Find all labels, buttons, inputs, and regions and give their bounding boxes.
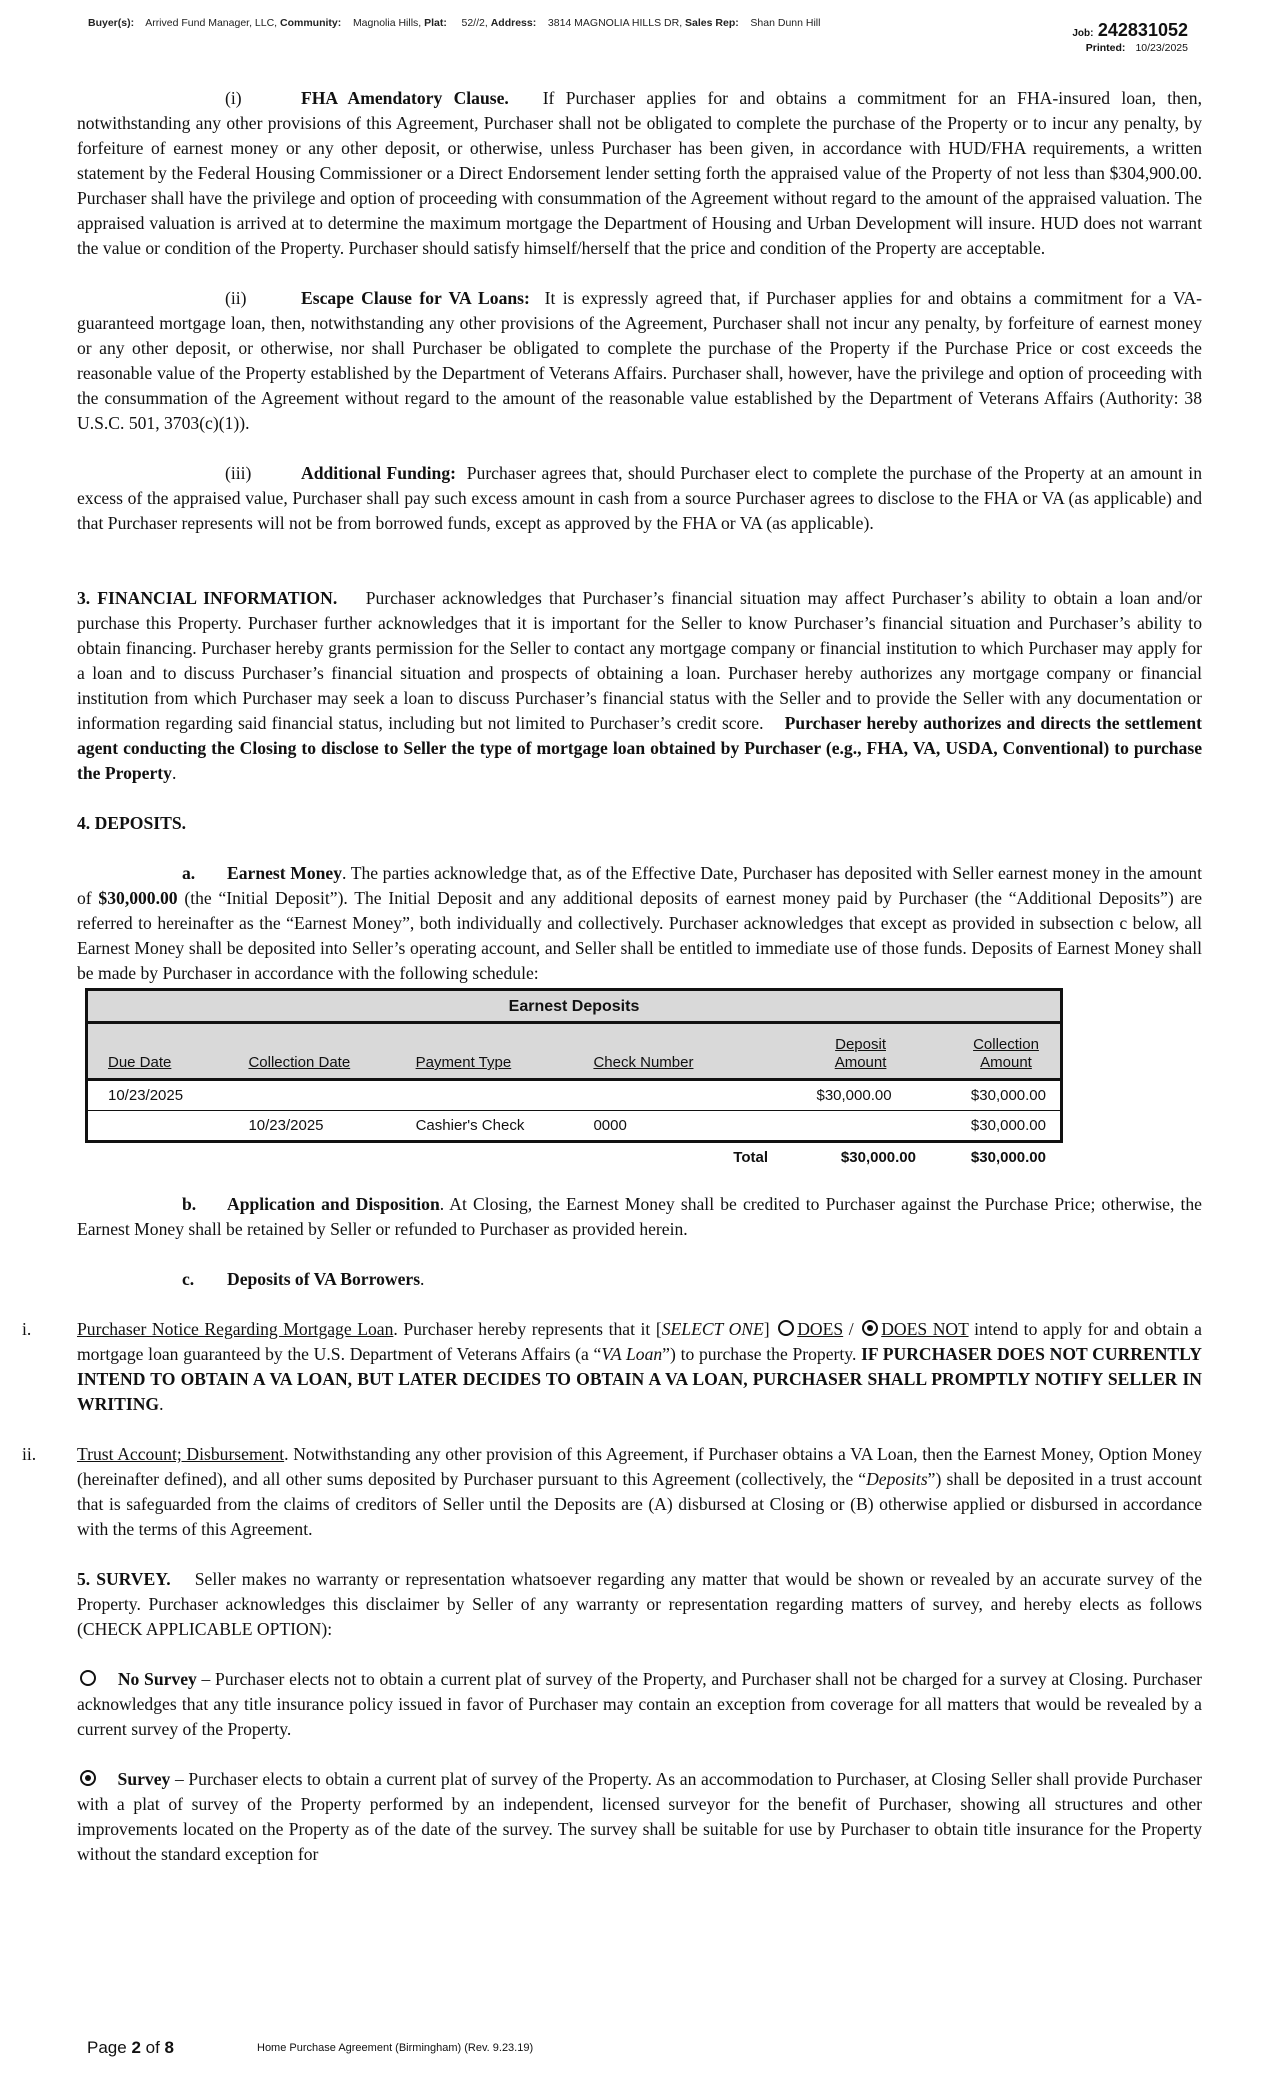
job-info: [1072, 20, 1188, 54]
va-escape-clause: [77, 286, 1202, 436]
fha-clause: [77, 86, 1202, 261]
item-text: intend to apply for and obtain a mortgage loan guaranteed by the U.S. Department of Veterans Affairs (a “: [77, 1319, 1202, 1364]
item-number: ii.: [22, 1444, 37, 1464]
cell-collection-amount: $30,000.00: [970, 1117, 1046, 1134]
clause-title: Additional Funding:: [301, 463, 456, 483]
address-label: Address:: [490, 17, 537, 29]
select-one-label: SELECT ONE: [661, 1319, 764, 1339]
page-prefix: Page: [87, 2038, 132, 2057]
application-disposition-paragraph: [77, 1192, 1202, 1242]
additional-funding-clause: [77, 461, 1202, 536]
item-number: a.: [182, 863, 196, 883]
option-text: – Purchaser elects not to obtain a current plat of survey of the Property, and Purchaser shall not be charged for a survey at Closing. Purchaser acknowledges that any title insurance policy issued in favor of Purchaser may contain an exception from coverage for all matters that would be revealed by a current survey of the Property.: [77, 1669, 1202, 1739]
clause-number: (i): [225, 88, 242, 108]
clause-title: Escape Clause for VA Loans:: [301, 288, 530, 308]
table-title: Earnest Deposits: [87, 990, 1062, 1023]
cell-collection-date: 10/23/2025: [248, 1117, 324, 1134]
section-survey: [77, 1567, 1202, 1642]
cell-due-date: [87, 1111, 229, 1142]
plat-value: 52//2,: [461, 17, 488, 29]
job-label: Job:: [1072, 28, 1094, 39]
trust-account-paragraph: [22, 1442, 1202, 1542]
item-text: . Purchaser hereby represents that it [: [393, 1319, 662, 1339]
earnest-money-amount: $30,000.00: [98, 888, 178, 908]
printed-date: 10/23/2025: [1135, 42, 1188, 54]
section-text: Purchaser acknowledges that Purchaser’s financial situation may affect Purchaser’s ability to obtain a loan and/or purchase this Property. Purchaser further acknowledges that it is important for the Seller to know Purchaser’s financial situation and Purchaser’s ability to obtain financing. Purchaser hereby grants permission for the Seller to contact any mortgage company or financial institution to which Purchaser may apply for a loan and to discuss Purchaser’s financial situation and prospects of obtaining a loan. Purchaser hereby authorizes any mortgage company or financial institution from which Purchaser may seek a loan to discuss Purchaser’s financial status with the Seller and to provide the Seller with any documentation or information regarding said financial status, including but not limited to Purchaser’s credit score.: [77, 588, 1203, 733]
col-header-collection-date: Collection Date: [248, 1054, 351, 1071]
earnest-money-paragraph: [77, 861, 1202, 986]
col-header-check-number: Check Number: [593, 1054, 694, 1071]
survey-option: [77, 1767, 1202, 1867]
col-header-collection-amount: Collection Amount: [973, 1036, 1039, 1071]
page-current: 2: [131, 2038, 141, 2057]
section-heading: 4. DEPOSITS.: [77, 813, 187, 833]
col-header-due-date: Due Date: [108, 1054, 172, 1071]
section-heading: 5. SURVEY.: [77, 1569, 171, 1589]
item-text: ”) shall be deposited in a trust account that is safeguarded from the claims of creditors of Seller until the Deposits are (A) disbursed at Closing or (B) otherwise applied or disbursed in accordance with the terms of this Agreement.: [77, 1469, 1202, 1539]
item-title: Trust Account; Disbursement: [77, 1444, 285, 1464]
page-total: 8: [164, 2038, 174, 2057]
clause-text: Purchaser agrees that, should Purchaser elect to complete the purchase of the Property at an amount in excess of the appraised value, Purchaser shall pay such excess amount in cash from a source Purchaser agrees to disclose to the FHA or VA (as applicable) and that Purchaser represents will not be from borrowed funds, except as approved by the FHA or VA (as applicable).: [77, 463, 1202, 533]
item-title: Application and Disposition: [227, 1194, 440, 1214]
buyer-value: Arrived Fund Manager, LLC,: [145, 17, 278, 29]
cell-payment-type: Cashier's Check: [415, 1117, 525, 1134]
does-not-option-label: DOES NOT: [881, 1319, 969, 1339]
punctuation: /: [843, 1319, 854, 1339]
cell-check-number: 0000: [593, 1117, 627, 1134]
cell-due-date: 10/23/2025: [87, 1080, 229, 1111]
item-number: i.: [22, 1319, 32, 1339]
deposits-term: Deposits: [866, 1469, 928, 1489]
cell-payment-type: [396, 1080, 574, 1111]
section-deposits-heading: [77, 811, 1202, 836]
item-text: . The parties acknowledge that, as of the Effective Date, Purchaser has deposited with Seller earnest money in the amount of: [77, 863, 1202, 908]
item-title: Deposits of VA Borrowers: [227, 1269, 421, 1289]
job-number: 242831052: [1097, 20, 1188, 40]
total-label: Total: [733, 1149, 768, 1166]
document-header: [88, 17, 820, 29]
col-header-payment-type: Payment Type: [415, 1054, 512, 1071]
cell-deposit-amount: [751, 1111, 905, 1142]
option-text: – Purchaser elects to obtain a current plat of survey of the Property. As an accommodation to Purchaser, at Closing Seller shall provide Purchaser with a plat of survey of the Property performed by an independent, licensed surveyor for the benefit of Purchaser, showing all structures and other improvements located on the Property as of the date of the survey. The survey shall be suitable for use by Purchaser to obtain title insurance for the Property without the standard exception for: [77, 1769, 1203, 1864]
notice-bold-text: IF PURCHASER DOES NOT CURRENTLY INTEND TO OBTAIN A VA LOAN, BUT LATER DECIDES TO OBTAIN A VA LOAN, PURCHASER SHALL PROMPTLY NOTIFY SELLER IN WRITING: [77, 1344, 1202, 1414]
section-bold-text: Purchaser hereby authorizes and directs the settlement agent conducting the Closing to disclose to Seller the type of mortgage loan obtained by Purchaser (e.g., FHA, VA, USDA, Conventional) to purchase the Property: [77, 713, 1202, 783]
cell-collection-date: [228, 1080, 395, 1111]
va-borrowers-heading: [77, 1267, 1202, 1292]
address-value: 3814 MAGNOLIA HILLS DR,: [547, 17, 683, 29]
no-survey-radio[interactable]: [80, 1670, 96, 1686]
punctuation: .: [159, 1394, 164, 1414]
item-text: (the “Initial Deposit”). The Initial Deposit and any additional deposits of earnest money paid by Purchaser (the “Additional Deposits”) are referred to hereinafter as the “Earnest Money”, both individually and collectively. Purchaser acknowledges that except as provided in subsection c below, all Earnest Money shall be deposited into Seller’s operating account, and Seller shall be entitled to immediate use of those funds. Deposits of Earnest Money shall be made by Purchaser in accordance with the following schedule:: [77, 888, 1203, 983]
sales-rep-value: Shan Dunn Hill: [750, 17, 821, 29]
section-heading: 3. FINANCIAL INFORMATION.: [77, 588, 338, 608]
community-value: Magnolia Hills,: [352, 17, 422, 29]
does-radio[interactable]: [778, 1320, 794, 1336]
does-not-radio[interactable]: [862, 1320, 878, 1336]
table-row: [87, 1111, 1062, 1142]
item-title: Earnest Money: [227, 863, 343, 883]
clause-number: (iii): [225, 463, 252, 483]
item-text: ]: [763, 1319, 776, 1339]
punctuation: .: [171, 763, 177, 783]
document-body: [22, 86, 1203, 1867]
buyer-label: Buyer(s):: [88, 17, 135, 29]
clause-number: (ii): [225, 288, 247, 308]
table-row: [87, 1080, 1062, 1111]
section-financial-information: [77, 586, 1202, 786]
cell-deposit-amount: $30,000.00: [751, 1080, 905, 1111]
sales-rep-label: Sales Rep:: [685, 17, 739, 29]
clause-text: If Purchaser applies for and obtains a commitment for an FHA-insured loan, then, notwithstanding any other provisions of this Agreement, Purchaser shall not be obligated to complete the purchase of the Property or to incur any penalty, by forfeiture of earnest money or any other deposit, or otherwise, unless Purchaser has been given, in accordance with HUD/FHA requirements, a written statement by the Federal Housing Commissioner or a Direct Endorsement lender setting forth the appraised value of the Property of not less than $304,900.00. Purchaser shall have the privilege and option of proceeding with consummation of the Agreement without regard to the amount of the appraised valuation. The appraised valuation is arrived at to determine the maximum mortgage the Department of Housing and Urban Development will insure. HUD does not warrant the value or condition of the Property. Purchaser should satisfy himself/herself that the price and condition of the Property are acceptable.: [77, 88, 1202, 258]
va-loan-term: VA Loan: [601, 1344, 663, 1364]
option-title: No Survey: [117, 1669, 197, 1689]
item-text: ”) to purchase the Property.: [662, 1344, 862, 1364]
item-text: . Notwithstanding any other provision of this Agreement, if Purchaser obtains a VA Loan, then the Earnest Money, Option Money (hereinafter defined), and all other sums deposited by Purchaser pursuant to this Agreement (collectively, the “: [77, 1444, 1202, 1489]
page-footer: [87, 2038, 534, 2058]
no-survey-option: [77, 1667, 1202, 1742]
earnest-deposits-table: [85, 988, 1063, 1170]
item-number: c.: [182, 1269, 195, 1289]
page-number: [87, 2038, 174, 2057]
item-title: Purchaser Notice Regarding Mortgage Loan: [77, 1319, 394, 1339]
plat-label: Plat:: [424, 17, 447, 29]
community-label: Community:: [280, 17, 342, 29]
mortgage-loan-notice: [22, 1317, 1202, 1417]
total-deposit-amount: $30,000.00: [840, 1149, 916, 1166]
section-text: Seller makes no warranty or representation whatsoever regarding any matter that would be shown or revealed by an accurate survey of the Property. Purchaser acknowledges this disclaimer by Seller of any warranty or representation regarding matters of survey, and hereby elects as follows (CHECK APPLICABLE OPTION):: [77, 1569, 1202, 1639]
cell-check-number: [573, 1080, 751, 1111]
clause-text: It is expressly agreed that, if Purchaser applies for and obtains a commitment for a VA-guaranteed mortgage loan, then, notwithstanding any other provisions of the Agreement, Purchaser shall not incur any penalty, by forfeiture of earnest money or any other deposit, or otherwise, nor shall Purchaser be obligated to complete the purchase of the Property if the Purchase Price or cost exceeds the reasonable value of the Property established by the Department of Veterans Affairs. Purchaser shall, however, have the privilege and option of proceeding with the consummation of the Agreement without regard to the amount of the reasonable value established by the Department of Veterans Affairs (Authority: 38 U.S.C. 501, 3703(c)(1)).: [77, 288, 1202, 433]
survey-radio[interactable]: [80, 1770, 96, 1786]
item-number: b.: [182, 1194, 197, 1214]
col-header-deposit-amount: Deposit Amount: [834, 1036, 887, 1071]
total-collection-amount: $30,000.00: [970, 1149, 1046, 1166]
clause-title: FHA Amendatory Clause.: [301, 88, 509, 108]
punctuation: .: [420, 1269, 425, 1289]
document-title: Home Purchase Agreement (Birmingham) (Rev. 9.23.19): [257, 2042, 534, 2054]
item-text: . At Closing, the Earnest Money shall be credited to Purchaser against the Purchase Price; otherwise, the Earnest Money shall be retained by Seller or refunded to Purchaser as provided herein.: [77, 1194, 1202, 1239]
printed-label: Printed:: [1085, 42, 1126, 54]
page-of: of: [140, 2038, 165, 2057]
cell-collection-amount: $30,000.00: [906, 1080, 1062, 1111]
table-total-row: [85, 1145, 1063, 1170]
does-option-label: DOES: [797, 1319, 844, 1339]
option-title: Survey: [117, 1769, 171, 1789]
